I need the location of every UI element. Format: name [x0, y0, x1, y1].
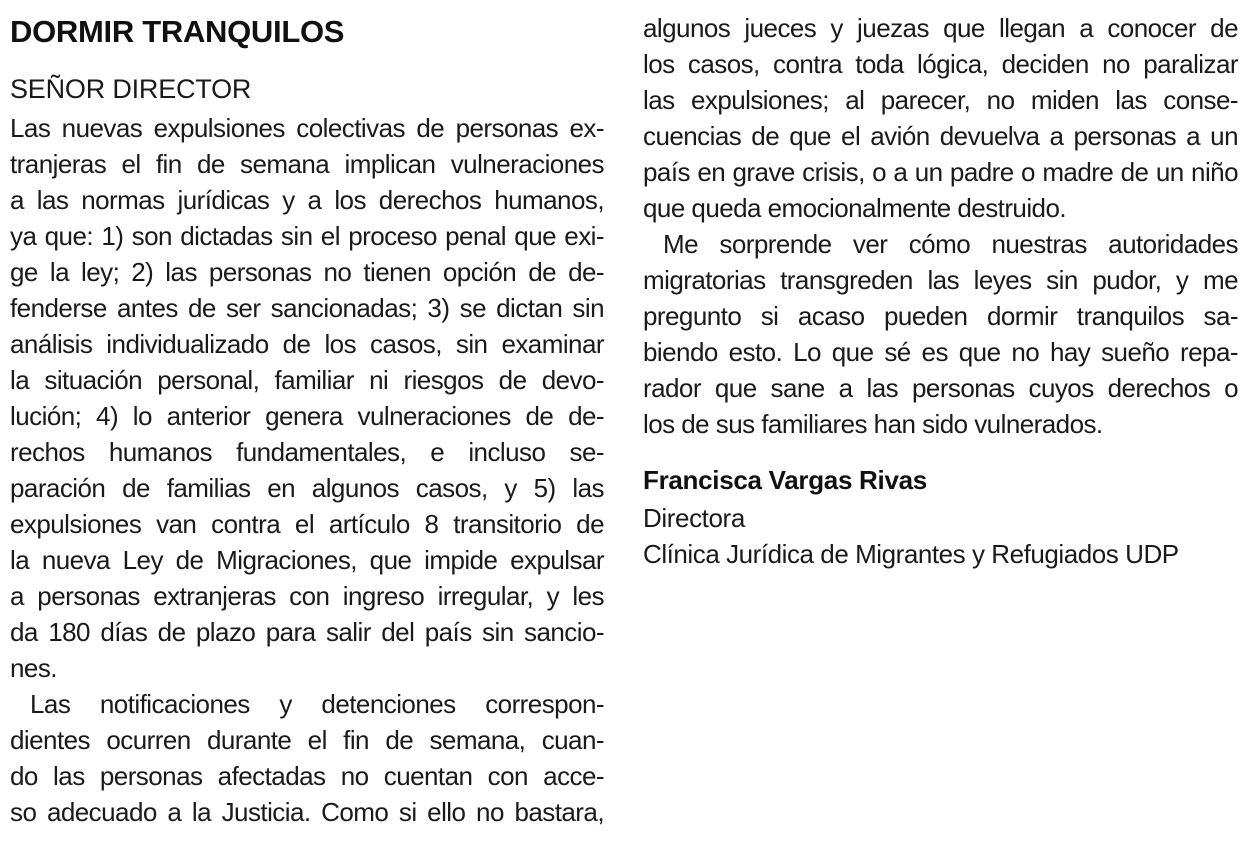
text-line: nes.	[10, 653, 57, 683]
letter-headline: DORMIR TRANQUILOS	[10, 14, 345, 49]
text-line: ya que: 1) son dictadas sin el proceso penal que exi-	[10, 221, 604, 251]
text-line: cuencias de que el avión devuelva a personas a un	[643, 121, 1238, 151]
text-line: a personas extranjeras con ingreso irregular, y les	[10, 581, 604, 611]
text-line: los casos, contra toda lógica, deciden no paralizar	[643, 49, 1238, 79]
text-line: Las nuevas expulsiones colectivas de personas ex-	[10, 113, 604, 143]
text-line: a las normas jurídicas y a los derechos humanos,	[10, 185, 604, 215]
text-line: análisis individualizado de los casos, sin examinar	[10, 329, 604, 359]
text-line: ge la ley; 2) las personas no tienen opción de de-	[10, 257, 604, 287]
letter-salutation: SEÑOR DIRECTOR	[10, 74, 252, 104]
text-line: la nueva Ley de Migraciones, que impide expulsar	[10, 545, 604, 575]
signature-name: Francisca Vargas Rivas	[643, 465, 927, 495]
text-line: do las personas afectadas no cuentan con acce-	[10, 761, 604, 791]
text-line: migratorias transgreden las leyes sin pudor, y me	[643, 265, 1238, 295]
text-line: fenderse antes de ser sancionadas; 3) se dictan sin	[10, 293, 604, 323]
text-line: lución; 4) lo anterior genera vulneraciones de de-	[10, 401, 604, 431]
text-line: Las notificaciones y detenciones correspon-	[30, 689, 604, 719]
text-line: da 180 días de plazo para salir del país sin sancio-	[10, 617, 604, 647]
text-line: tranjeras el fin de semana implican vulneraciones	[10, 149, 604, 179]
text-line: pregunto si acaso pueden dormir tranquilos sa-	[643, 301, 1238, 331]
text-line: las expulsiones; al parecer, no miden las conse-	[643, 85, 1238, 115]
signature-role: Directora	[643, 503, 745, 533]
text-line: rador que sane a las personas cuyos derechos o	[643, 373, 1238, 403]
text-line: Me sorprende ver cómo nuestras autoridades	[663, 229, 1238, 259]
text-line: rechos humanos fundamentales, e incluso se-	[10, 437, 604, 467]
text-line: que queda emocionalmente destruido.	[643, 193, 1067, 223]
text-line: paración de familias en algunos casos, y 5) las	[10, 473, 604, 503]
text-line: la situación personal, familiar ni riesgos de devo-	[10, 365, 604, 395]
signature-organization: Clínica Jurídica de Migrantes y Refugiados UDP	[643, 539, 1179, 569]
text-line: los de sus familiares han sido vulnerados.	[643, 409, 1103, 439]
text-line: algunos jueces y juezas que llegan a conocer de	[643, 13, 1238, 43]
text-line: país en grave crisis, o a un padre o madre de un niño	[643, 157, 1238, 187]
text-line: so adecuado a la Justicia. Como si ello no bastara,	[10, 797, 604, 827]
text-line: expulsiones van contra el artículo 8 transitorio de	[10, 509, 604, 539]
text-line: dientes ocurren durante el fin de semana, cuan-	[10, 725, 604, 755]
text-line: biendo esto. Lo que sé es que no hay sueño repa-	[643, 337, 1238, 367]
